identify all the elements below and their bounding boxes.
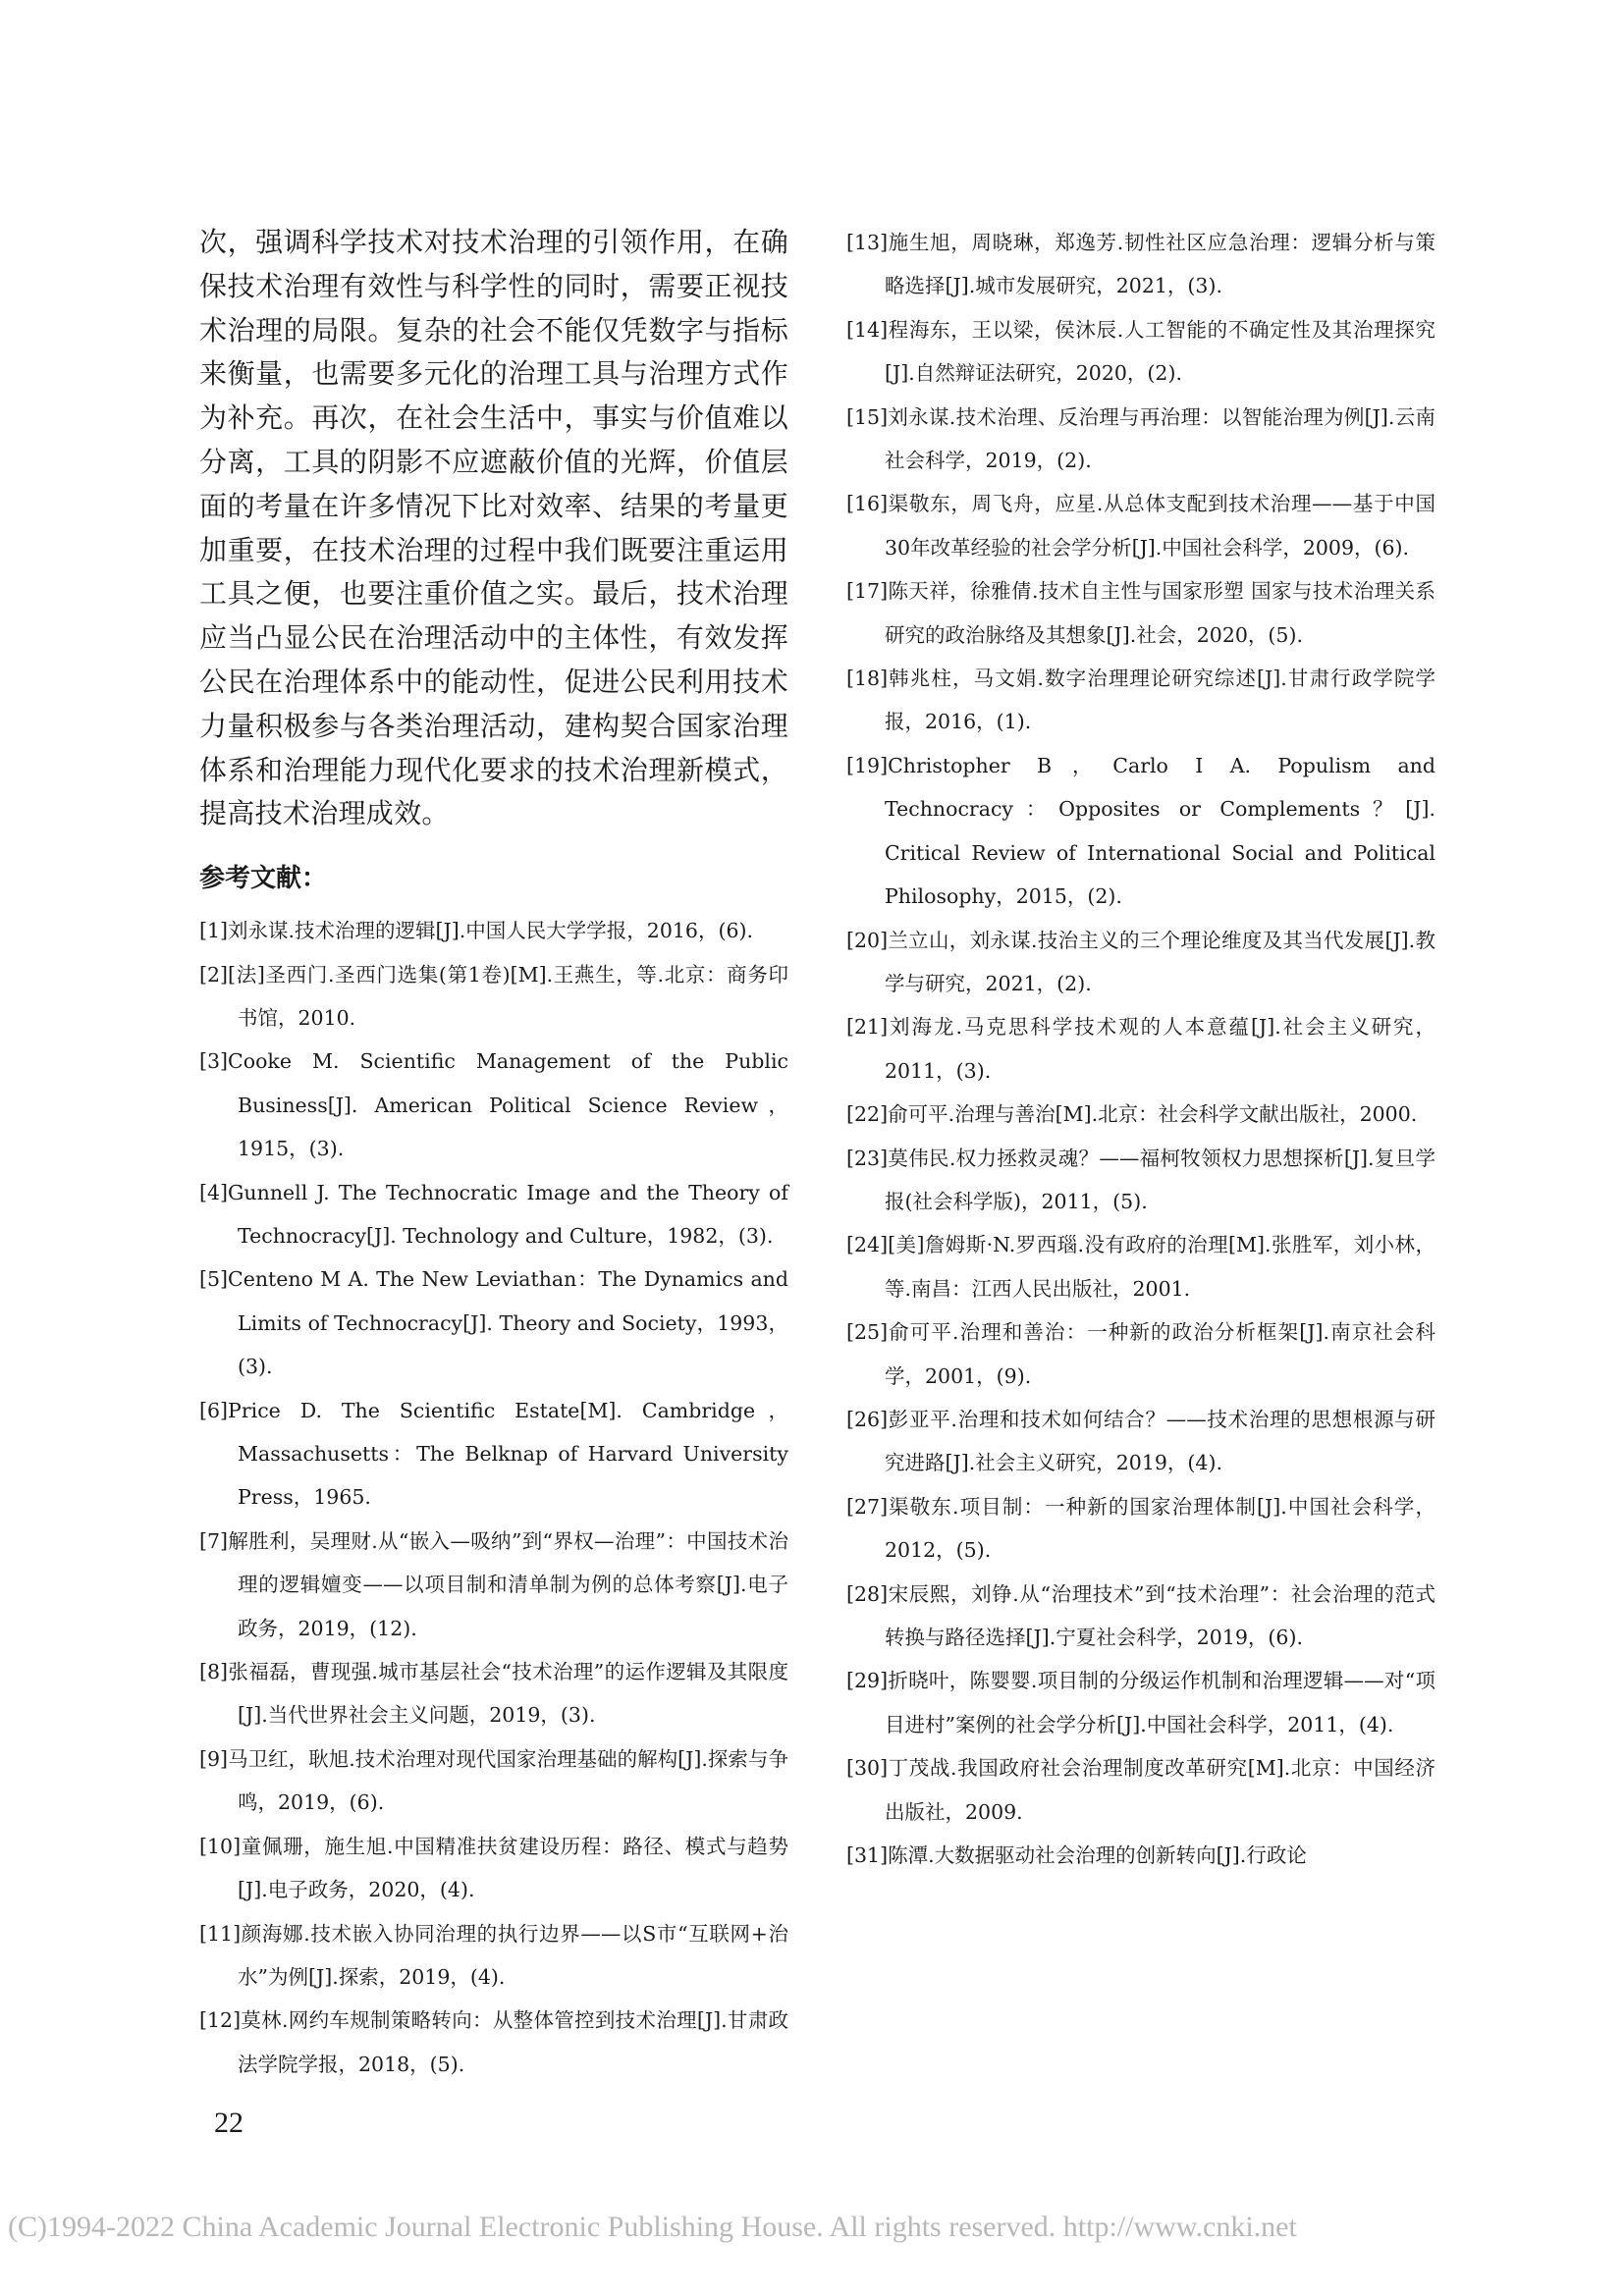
reference-item: [23]莫伟民.权力拯救灵魂？——福柯牧领权力思想探析[J].复旦学报(社会科学版)，2011，(5). [846, 1146, 1435, 1213]
references-heading: 参考文献： [199, 864, 328, 894]
reference-item: [8]张福磊，曹现强.城市基层社会“技术治理”的运作逻辑及其限度[J].当代世界社会主义问题，2019，(3). [199, 1660, 788, 1728]
reference-item: [6]Price D. The Scientific Estate[M]. Cambridge，Massachusetts：The Belknap of Harvard University Press，1965. [199, 1398, 788, 1510]
reference-item: [19]Christopher B，Carlo I A. Populism and Technocracy：Opposites or Complements？[J]. Critical Review of International Social and Political Philosophy，2015，(2). [846, 753, 1435, 909]
reference-item: [14]程海东，王以梁，侯沐辰.人工智能的不确定性及其治理探究[J].自然辩证法研究，2020，(2). [846, 317, 1435, 386]
reference-item: [4]Gunnell J. The Technocratic Image and the Theory of Technocracy[J]. Technology and Culture，1982，(3). [199, 1180, 788, 1248]
body-paragraph: 次，强调科学技术对技术治理的引领作用，在确保技术治理有效性与科学性的同时，需要正视技术治理的局限。复杂的社会不能仅凭数字与指标来衡量，也需要多元化的治理工具与治理方式作为补充。再次，在社会生活中，事实与价值难以分离，工具的阴影不应遮蔽价值的光辉，价值层面的考量在许多情况下比对效率、结果的考量更加重要，在技术治理的过程中我们既要注重运用工具之便，也要注重价值之实。最后，技术治理应当凸显公民在治理活动中的主体性，有效发挥公民在治理体系中的能动性，促进公民利用技术力量积极参与各类治理活动，建构契合国家治理体系和治理能力现代化要求的技术治理新模式，提高技术治理成效。 [199, 226, 788, 830]
right-column [846, 221, 1435, 1877]
reference-item: [15]刘永谋.技术治理、反治理与再治理：以智能治理为例[J].云南社会科学，2019，(2). [846, 404, 1435, 473]
reference-item: [20]兰立山，刘永谋.技治主义的三个理论维度及其当代发展[J].教学与研究，2021，(2). [846, 928, 1435, 995]
reference-item: [22]俞可平.治理与善治[M].北京：社会科学文献出版社，2000. [846, 1102, 1418, 1127]
reference-item: [30]丁茂战.我国政府社会治理制度改革研究[M].北京：中国经济出版社，2009. [846, 1756, 1435, 1824]
reference-item: [9]马卫红，耿旭.技术治理对现代国家治理基础的解构[J].探索与争鸣，2019，(6). [199, 1746, 788, 1815]
reference-item: [28]宋辰熙，刘铮.从“治理技术”到“技术治理”：社会治理的范式转换与路径选择[J].宁夏社会科学，2019，(6). [846, 1581, 1435, 1649]
reference-item: [7]解胜利，吴理财.从“嵌入—吸纳”到“界权—治理”：中国技术治理的逻辑嬗变——以项目制和清单制为例的总体考察[J].电子政务，2019，(12). [199, 1528, 788, 1640]
reference-item: [2][法]圣西门.圣西门选集(第1卷)[M].王燕生，等.北京：商务印书馆，2010. [199, 962, 788, 1030]
reference-item: [11]颜海娜.技术嵌入协同治理的执行边界——以S市“互联网+治水”为例[J].探索，2019，(4). [199, 1921, 788, 1989]
reference-item: [21]刘海龙.马克思科学技术观的人本意蕴[J].社会主义研究，2011，(3). [846, 1015, 1435, 1083]
reference-list-left [199, 909, 788, 2086]
reference-list-right [846, 221, 1435, 1877]
reference-item: [24][美]詹姆斯·N.罗西瑙.没有政府的治理[M].张胜军，刘小林，等.南昌：江西人民出版社，2001. [846, 1233, 1435, 1301]
reference-item: [18]韩兆柱，马文娟.数字治理理论研究综述[J].甘肃行政学院学报，2016，(1). [846, 667, 1435, 734]
reference-item: [16]渠敬东，周飞舟，应星.从总体支配到技术治理——基于中国30年改革经验的社会学分析[J].中国社会科学，2009，(6). [846, 492, 1435, 560]
reference-item: [26]彭亚平.治理和技术如何结合？——技术治理的思想根源与研究进路[J].社会主义研究，2019，(4). [846, 1407, 1435, 1475]
page-number: 22 [214, 2107, 244, 2139]
reference-item: [10]童佩珊，施生旭.中国精准扶贫建设历程：路径、模式与趋势[J].电子政务，2020，(4). [199, 1834, 788, 1902]
reference-item: [27]渠敬东.项目制：一种新的国家治理体制[J].中国社会科学，2012，(5). [846, 1494, 1435, 1563]
footer-copyright: (C)1994-2022 China Academic Journal Electronic Publishing House. All rights reserved. http://www.cnki.net [8, 2211, 1297, 2243]
reference-item: [29]折晓叶，陈婴婴.项目制的分级运作机制和治理逻辑——对“项目进村”案例的社会学分析[J].中国社会科学，2011，(4). [846, 1669, 1435, 1736]
reference-item: [17]陈天祥，徐雅倩.技术自主性与国家形塑 国家与技术治理关系研究的政治脉络及其想象[J].社会，2020，(5). [846, 579, 1435, 647]
reference-item: [3]Cooke M. Scientific Management of the Public Business[J]. American Political Science Review，1915，(3). [199, 1049, 788, 1161]
reference-item: [25]俞可平.治理和善治：一种新的政治分析框架[J].南京社会科学，2001，(9). [846, 1320, 1435, 1388]
reference-item: [5]Centeno M A. The New Leviathan：The Dynamics and Limits of Technocracy[J]. Theory and Society，1993，(3). [199, 1267, 788, 1379]
left-column [199, 221, 788, 2086]
reference-item: [13]施生旭，周晓琳，郑逸芳.韧性社区应急治理：逻辑分析与策略选择[J].城市发展研究，2021，(3). [846, 231, 1435, 298]
reference-item: [1]刘永谋.技术治理的逻辑[J].中国人民大学学报，2016，(6). [199, 919, 754, 943]
reference-item: [31]陈潭.大数据驱动社会治理的创新转向[J].行政论 [846, 1843, 1307, 1868]
reference-item: [12]莫林.网约车规制策略转向：从整体管控到技术治理[J].甘肃政法学院学报，2018，(5). [199, 2008, 788, 2076]
